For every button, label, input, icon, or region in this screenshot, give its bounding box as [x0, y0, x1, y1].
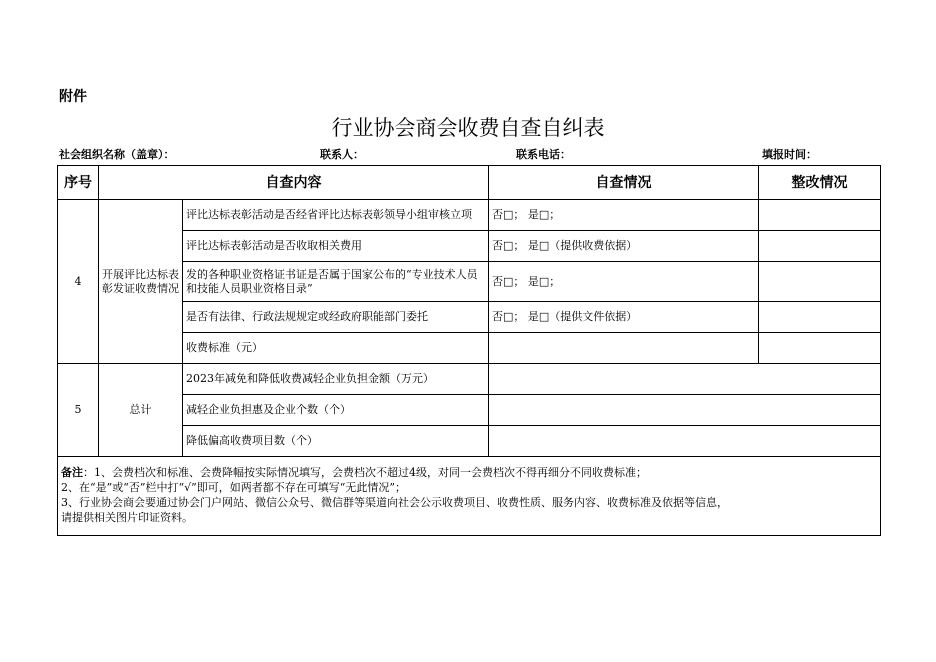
status-cell[interactable] — [489, 333, 759, 364]
attachment-label: 附件 — [59, 89, 87, 105]
notes-line-1 — [61, 465, 877, 480]
status-cell[interactable]: 否□； 是□（提供文件依据） — [489, 302, 759, 333]
notes-text-1: ：1、会费档次和标准、会费降幅按实际情况填写，会费档次不超过4级，对同一会费档次不得再细分不同收费标准； — [83, 466, 647, 479]
fix-cell[interactable] — [759, 262, 881, 302]
item-cell: 发的各种职业资格证书证是否属于国家公布的“专业技术人员和技能人员职业资格目录” — [183, 262, 489, 302]
item-cell: 2023年减免和降低收费减轻企业负担金额（万元） — [183, 364, 489, 395]
status-cell[interactable]: 否□； 是□； — [489, 200, 759, 231]
seq-cell: 5 — [58, 364, 99, 457]
notes-cell — [58, 457, 881, 536]
table-header-row — [58, 166, 881, 200]
value-cell[interactable] — [489, 364, 881, 395]
phone-label: 联系电话： — [516, 148, 571, 161]
value-cell[interactable] — [489, 395, 881, 426]
notes-line-2: 2、在“是”或“否”栏中打“√”即可，如两者都不存在可填写“无此情况”； — [61, 481, 406, 494]
page-title: 行业协会商会收费自查自纠表 — [331, 116, 605, 140]
item-cell: 评比达标表彰活动是否收取相关费用 — [183, 231, 489, 262]
item-cell: 是否有法律、行政法规规定或经政府职能部门委托 — [183, 302, 489, 333]
item-cell: 评比达标表彰活动是否经省评比达标表彰领导小组审核立项 — [183, 200, 489, 231]
table-row — [58, 364, 881, 395]
date-label: 填报时间： — [762, 148, 817, 161]
fix-cell[interactable] — [759, 231, 881, 262]
column-header-seq: 序号 — [58, 166, 99, 200]
table-row — [58, 200, 881, 231]
value-cell[interactable] — [489, 426, 881, 457]
fix-cell[interactable] — [759, 333, 881, 364]
column-header-status: 自查情况 — [489, 166, 759, 200]
item-cell: 减轻企业负担惠及企业个数（个） — [183, 395, 489, 426]
category-cell: 开展评比达标表彰发证收费情况 — [99, 200, 183, 364]
notes-line-4: 请提供相关图片印证资料。 — [61, 511, 193, 524]
fix-cell[interactable] — [759, 302, 881, 333]
column-header-content: 自查内容 — [99, 166, 489, 200]
status-cell[interactable]: 否□； 是□（提供收费依据） — [489, 231, 759, 262]
notes-line-3: 3、行业协会商会要通过协会门户网站、微信公众号、微信群等渠道向社会公示收费项目、收费性质、服务内容、收费标准及依据等信息， — [61, 496, 728, 509]
self-inspection-table — [57, 165, 881, 536]
fix-cell[interactable] — [759, 200, 881, 231]
status-cell[interactable]: 否□； 是□； — [489, 262, 759, 302]
item-cell: 降低偏高收费项目数（个） — [183, 426, 489, 457]
notes-row — [58, 457, 881, 536]
seq-cell: 4 — [58, 200, 99, 364]
category-cell: 总计 — [99, 364, 183, 457]
item-cell: 收费标准（元） — [183, 333, 489, 364]
column-header-fix: 整改情况 — [759, 166, 881, 200]
contact-label: 联系人： — [320, 148, 364, 161]
org-name-label: 社会组织名称（盖章）： — [59, 148, 175, 161]
notes-label: 备注 — [61, 466, 83, 479]
